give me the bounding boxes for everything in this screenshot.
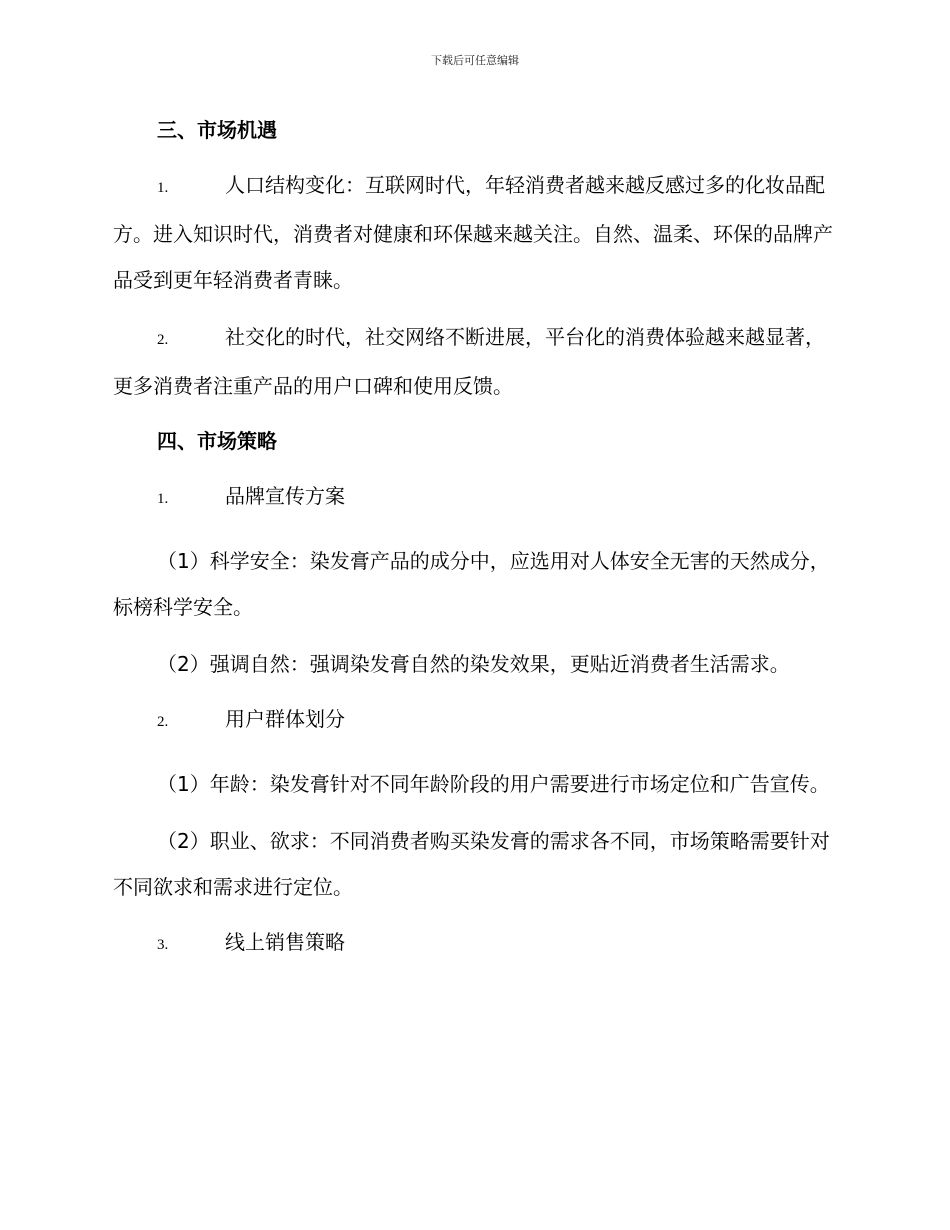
- list-item-title: 线上销售策略: [225, 930, 345, 954]
- section-heading-strategy: 四、市场策略: [157, 429, 277, 453]
- section-heading-opportunities: 三、市场机遇: [157, 118, 277, 142]
- list-item: [113, 162, 835, 303]
- page-header: 下载后可任意编辑: [431, 54, 519, 67]
- list-number: 2.: [157, 332, 169, 348]
- sub-paragraph: （2）强调自然：强调染发膏自然的染发效果，更贴近消费者生活需求。: [157, 652, 790, 676]
- sub-paragraph: （1）年龄：染发膏针对不同年龄阶段的用户需要进行市场定位和广告宣传。: [157, 772, 830, 796]
- list-item-title: 用户群体划分: [225, 707, 345, 731]
- list-item: [113, 924, 835, 963]
- paragraph-text: 社交化的时代，社交网络不断进展，平台化的消费体验越来越显著，更多消费者注重产品的用户口碑和使用反馈。: [113, 325, 825, 398]
- paragraph-text: 人口结构变化：互联网时代，年轻消费者越来越反感过多的化妆品配方。进入知识时代，消费者对健康和环保越来越关注。自然、温柔、环保的品牌产品受到更年轻消费者青睐。: [113, 173, 833, 292]
- list-number: 2.: [157, 714, 169, 730]
- list-item: [113, 478, 835, 517]
- document-body: [113, 112, 835, 984]
- list-number: 1.: [157, 180, 169, 196]
- list-item: [113, 701, 835, 740]
- sub-paragraph: （1）科学安全：染发膏产品的成分中，应选用对人体安全无害的天然成分，标榜科学安全。: [113, 549, 830, 619]
- list-number: 3.: [157, 937, 169, 953]
- list-number: 1.: [157, 491, 169, 507]
- list-item: [113, 314, 835, 409]
- sub-paragraph: （2）职业、欲求：不同消费者购买染发膏的需求各不同，市场策略需要针对不同欲求和需求进行定位。: [113, 829, 830, 899]
- list-item-title: 品牌宣传方案: [225, 484, 345, 508]
